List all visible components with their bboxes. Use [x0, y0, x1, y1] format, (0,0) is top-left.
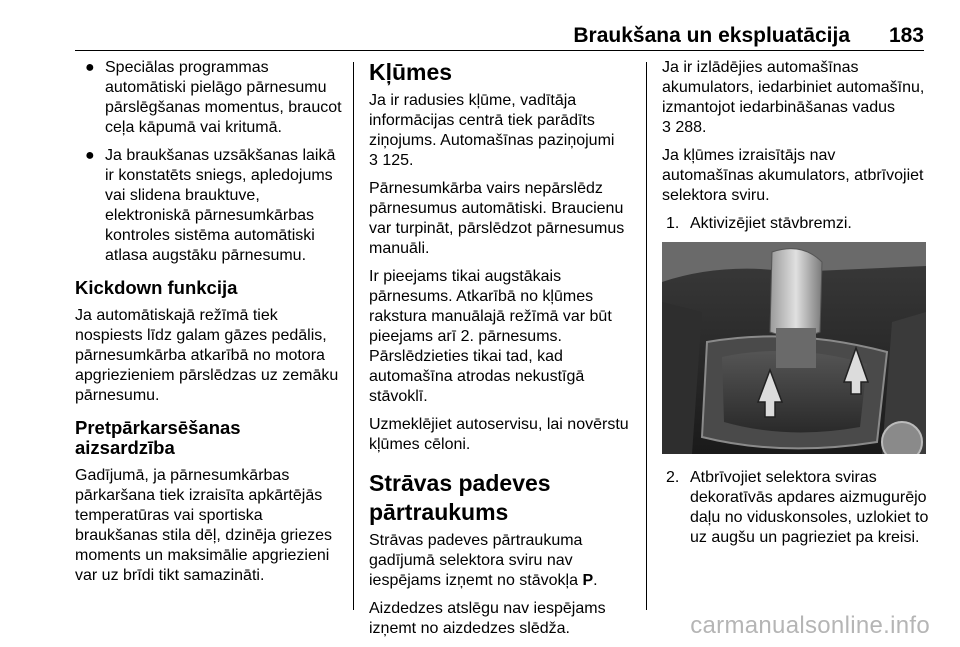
kickdown-heading: Kickdown funkcija: [75, 277, 238, 298]
overheat-heading: Pretpārkarsēšanas aizsardzība: [75, 417, 241, 458]
column-divider: [646, 62, 647, 610]
list-item: [75, 146, 343, 266]
step-text: Aktivizējiet stāvbremzi.: [690, 215, 852, 232]
power-heading: Strāvas padeves pārtraukums: [369, 470, 551, 525]
battery-text: Ja ir izlādējies automašīnas akumulators, iedarbiniet automašīnu, izmantojot iedarbināšanas vadus: [662, 59, 925, 116]
step-number: 1.: [666, 215, 680, 232]
power-paragraph: Aizdedzes atslēgu nav iespējams izņemt no aizdedzes slēdža.: [369, 600, 606, 637]
faults-paragraph: Pārnesumkārba vairs nepārslēdz pārnesumus automātiski. Braucienu var turpināt, pārslēdzot pārnesumus manuāli.: [369, 180, 625, 257]
header-rule: [75, 50, 924, 51]
faults-text: Ja ir radusies kļūme, vadītāja informācijas centrā tiek parādīts ziņojums. Automašīnas paziņojumi: [369, 92, 615, 149]
faults-paragraph: Ir pieejams tikai augstākais pārnesums. Atkarībā no kļūmes rakstura manuālajā režīmā var būt pieejams arī 2. pārnesums. Pārslēdzieties tikai tad, kad automašīna atrodas nekustīgā stāvoklī.: [369, 268, 612, 405]
faults-paragraph: [369, 91, 635, 171]
kickdown-text: Ja automātiskajā režīmā tiek nospiests līdz galam gāzes pedālis, pārnesumkārba atkarībā no motora apgriezieniem pārslēdzas uz zemāku pārnesumu.: [75, 307, 339, 404]
page-reference-link[interactable]: 3 288.: [662, 119, 707, 136]
power-paragraph: [369, 531, 635, 591]
list-item-text: Speciālas programmas automātiski pielāgo pārnesumu pārslēgšanas momentus, braucot ceļa kāpumā vai kritumā.: [105, 59, 342, 136]
overheat-text: Gadījumā, ja pārnesumkārbas pārkaršana tiek izraisīta apkārtējās temperatūras vai sportiska braukšanas stila dēļ, dzinēja griezes moments un maksimālie apgriezieni var uz brīdi tikt samazināti.: [75, 467, 333, 584]
faults-heading: Kļūmes: [369, 59, 453, 85]
step-item: [662, 468, 930, 548]
gear-selector-photo: [662, 242, 926, 454]
column-1: [75, 58, 343, 594]
header-title: Braukšana un ekspluatācija: [573, 24, 850, 47]
faults-paragraph: Uzmeklējiet autoservisu, lai novērstu kļūmes cēloni.: [369, 416, 629, 453]
gear-selector-illustration: [662, 242, 926, 454]
punctuation: .: [593, 572, 598, 589]
step-item: [662, 214, 930, 234]
release-paragraph: Ja kļūmes izraisītājs nav automašīnas akumulators, atbrīvojiet selektora sviru.: [662, 147, 924, 204]
list-item-text: Ja braukšanas uzsākšanas laikā ir konstatēts sniegs, apledojums vai slidena brauktuve, elektroniskā pārnesumkārbas kontroles sistēma automātiski atlasa augstāku pārnesumu.: [105, 147, 336, 264]
gear-position-p: P: [582, 572, 594, 589]
page-number: 183: [888, 24, 924, 47]
column-2: [369, 58, 635, 647]
battery-paragraph: [662, 58, 930, 138]
power-text: Strāvas padeves pārtraukuma gadījumā selektora sviru nav iespējams izņemt no stāvokļa: [369, 532, 583, 589]
bullet-icon: ●: [85, 59, 95, 76]
watermark: carmanualsonline.info: [690, 612, 930, 639]
column-3: [662, 58, 930, 556]
list-item: [75, 58, 343, 138]
column-divider: [353, 62, 354, 610]
step-text: Atbrīvojiet selektora sviras dekoratīvās apdares aizmugurējo daļu no viduskonsoles, uzlokiet to uz augšu un pagrieziet pa kreisi.: [690, 469, 929, 546]
bullet-icon: ●: [85, 147, 95, 164]
step-number: 2.: [666, 469, 680, 486]
page-reference-link[interactable]: 3 125.: [369, 152, 414, 169]
